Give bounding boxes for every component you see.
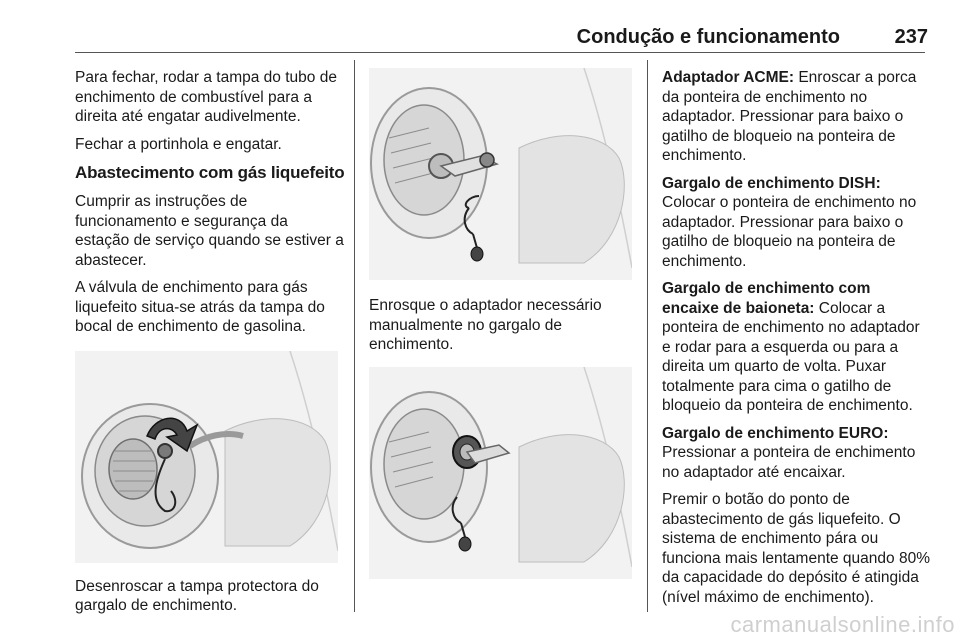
paragraph-dish [662,174,930,272]
watermark: carmanualsonline.info [730,612,955,637]
header-rule [75,52,925,53]
column-3 [662,68,930,615]
page-number: 237 [894,26,928,48]
figure-caption: Enrosque o adaptador necessário manualmente no gargalo de enchimento. [369,297,602,353]
paragraph-euro [662,424,930,483]
paragraph: Cumprir as instruções de funcionamento e segurança da estação de serviço quando se estiver a abastecer. [75,193,344,269]
column-1 [75,68,345,624]
page-title: Condução e funcionamento [576,26,840,48]
term-label: Adaptador ACME: [662,69,795,86]
term-text: Colocar o ponteira de enchimento no adaptador. Pressionar para baixo o gatilho de bloqueio na ponteira de enchimento. [662,194,917,270]
term-label: Gargalo de enchimento EURO: [662,424,889,442]
column-divider-2 [647,60,648,612]
fuel-flap-illustration [75,351,338,563]
term-text: Enroscar a porca da ponteira de enchimento no adaptador. Pressionar para baixo o gatilho de bloqueio na ponteira de enchimento. [662,69,917,164]
term-text: Pressionar a ponteira de enchimento no adaptador até encaixar. [662,444,916,481]
figure-screw-adapter-bottom [369,367,632,579]
paragraph: Fechar a portinhola e engatar. [75,135,282,153]
paragraph: A válvula de enchimento para gás liquefeito situa-se atrás da tampa do bocal de enchimento de gasolina. [75,279,325,335]
figure-screw-adapter-top [369,68,632,280]
paragraph-bayonet [662,279,930,416]
paragraph: Para fechar, rodar a tampa do tubo de enchimento de combustível para a direita até engatar audivelmente. [75,69,337,125]
paragraph: Premir o botão do ponto de abastecimento de gás liquefeito. O sistema de enchimento pára ou funciona mais lentamente quando 80% da capacidade do depósito é atingida (nível máximo de enchimento). [662,491,930,606]
term-text: Colocar a ponteira de enchimento no adaptador e rodar para a esquerda ou para a direita um quarto de volta. Puxar totalmente para cima o gatilho de bloqueio da ponteira de enchimento. [662,299,920,414]
figure-remove-cap [75,351,338,563]
figure-caption: Desenroscar a tampa protectora do gargalo de enchimento. [75,577,319,614]
fuel-flap-illustration [369,68,632,280]
section-heading: Abastecimento com gás liquefeito [75,163,345,182]
term-label: Gargalo de enchimento DISH: [662,174,881,192]
fuel-flap-illustration [369,367,632,579]
column-divider-1 [354,60,355,612]
paragraph-acme [662,68,930,166]
term-label: Gargalo de enchimento com encaixe de baioneta: [662,280,871,317]
column-2 [369,68,634,579]
